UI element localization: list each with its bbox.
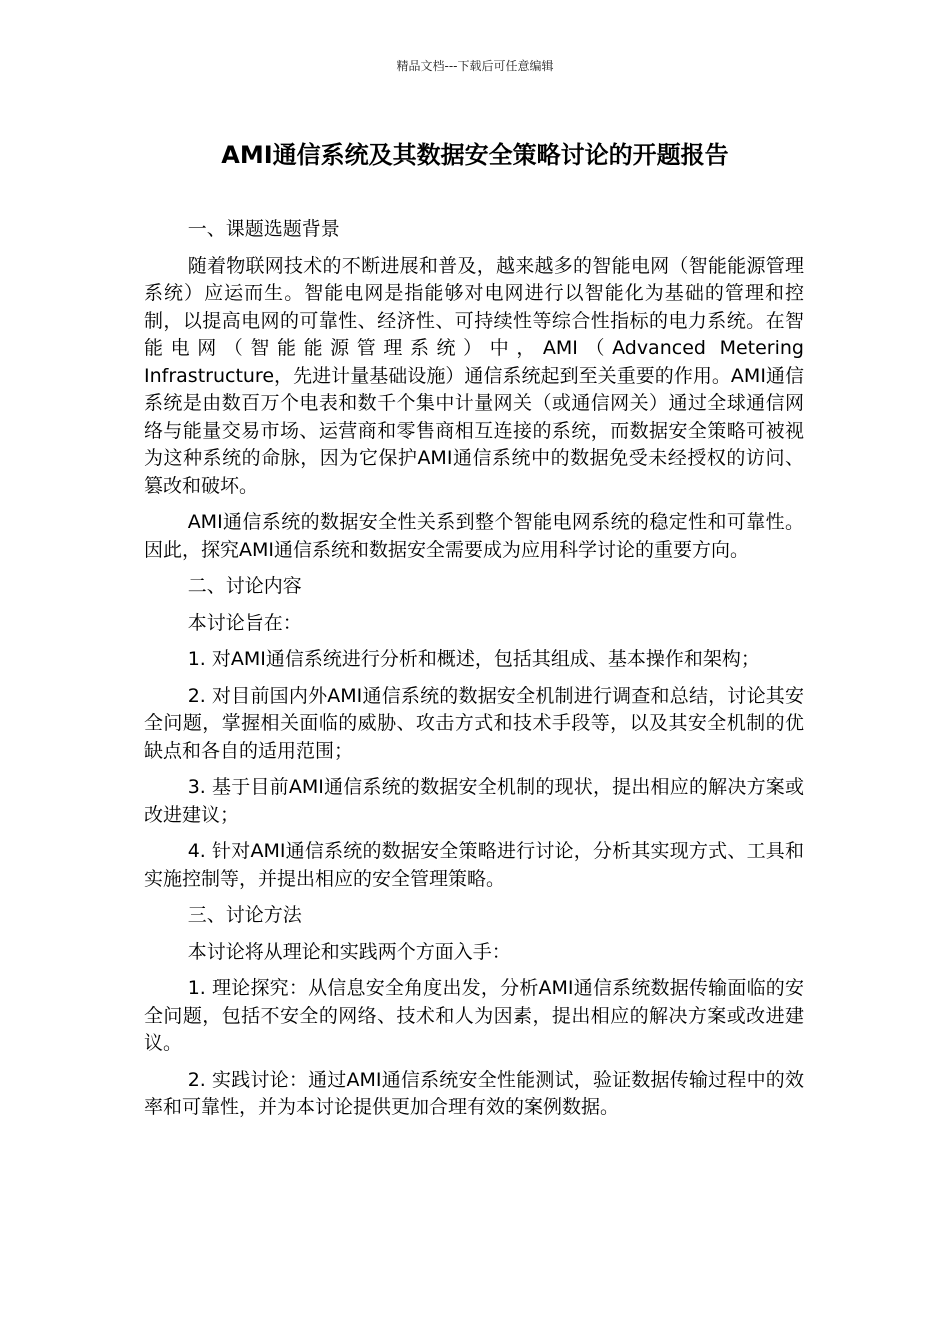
document-title: AMI通信系统及其数据安全策略讨论的开题报告 — [221, 141, 729, 169]
page-header-watermark: 精品文档---下载后可任意编辑 — [396, 59, 554, 73]
paragraph-methods-intro: 本讨论将从理论和实践两个方面入手： — [187, 940, 511, 963]
paragraph-aims-intro: 本讨论旨在： — [187, 611, 302, 634]
list-item-aim-4: 4. 针对AMI通信系统的数据安全策略进行讨论，分析其实现方式、工具和实施控制等，并提出相应的安全管理策略。 — [144, 840, 804, 890]
paragraph-background: 随着物联网技术的不断进展和普及，越来越多的智能电网（智能能源管理系统）应运而生。智能电网是指能够对电网进行以智能化为基础的管理和控制，以提高电网的可靠性、经济性、可持续性等综合性指标的电力系统。在智能电网（智能能源管理系统）中，AMI（Advanced Metering Infrastructure，先进计量基础设施）通信系统起到至关重要的作用。AMI通信系统是由数百万个电表和数千个集中计量网关（或通信网关）通过全球通信网络与能量交易市场、运营商和零售商相互连接的系统，而数据安全策略可被视为这种系统的命脉，因为它保护AMI通信系统中的数据免受未经授权的访问、篡改和破坏。 — [144, 254, 804, 497]
list-item-aim-3: 3. 基于目前AMI通信系统的数据安全机制的现状，提出相应的解决方案或改进建议； — [144, 776, 804, 826]
list-item-method-2: 2. 实践讨论：通过AMI通信系统安全性能测试，验证数据传输过程中的效率和可靠性，并为本讨论提供更加合理有效的案例数据。 — [144, 1068, 804, 1118]
list-item-method-1: 1. 理论探究：从信息安全角度出发，分析AMI通信系统数据传输面临的安全问题，包括不安全的网络、技术和人为因素，提出相应的解决方案或改进建议。 — [144, 977, 804, 1054]
list-item-aim-2: 2. 对目前国内外AMI通信系统的数据安全机制进行调查和总结，讨论其安全问题，掌握相关面临的威胁、攻击方式和技术手段等，以及其安全机制的优缺点和各自的适用范围； — [144, 684, 804, 762]
document-body — [144, 216, 804, 1131]
paragraph-significance: AMI通信系统的数据安全性关系到整个智能电网系统的稳定性和可靠性。因此，探究AMI通信系统和数据安全需要成为应用科学讨论的重要方向。 — [144, 511, 804, 561]
section-heading-methods: 三、讨论方法 — [187, 904, 302, 926]
list-item-aim-1: 1. 对AMI通信系统进行分析和概述，包括其组成、基本操作和架构； — [187, 648, 760, 670]
section-heading-content: 二、讨论内容 — [187, 575, 302, 597]
section-heading-background: 一、课题选题背景 — [187, 218, 340, 240]
